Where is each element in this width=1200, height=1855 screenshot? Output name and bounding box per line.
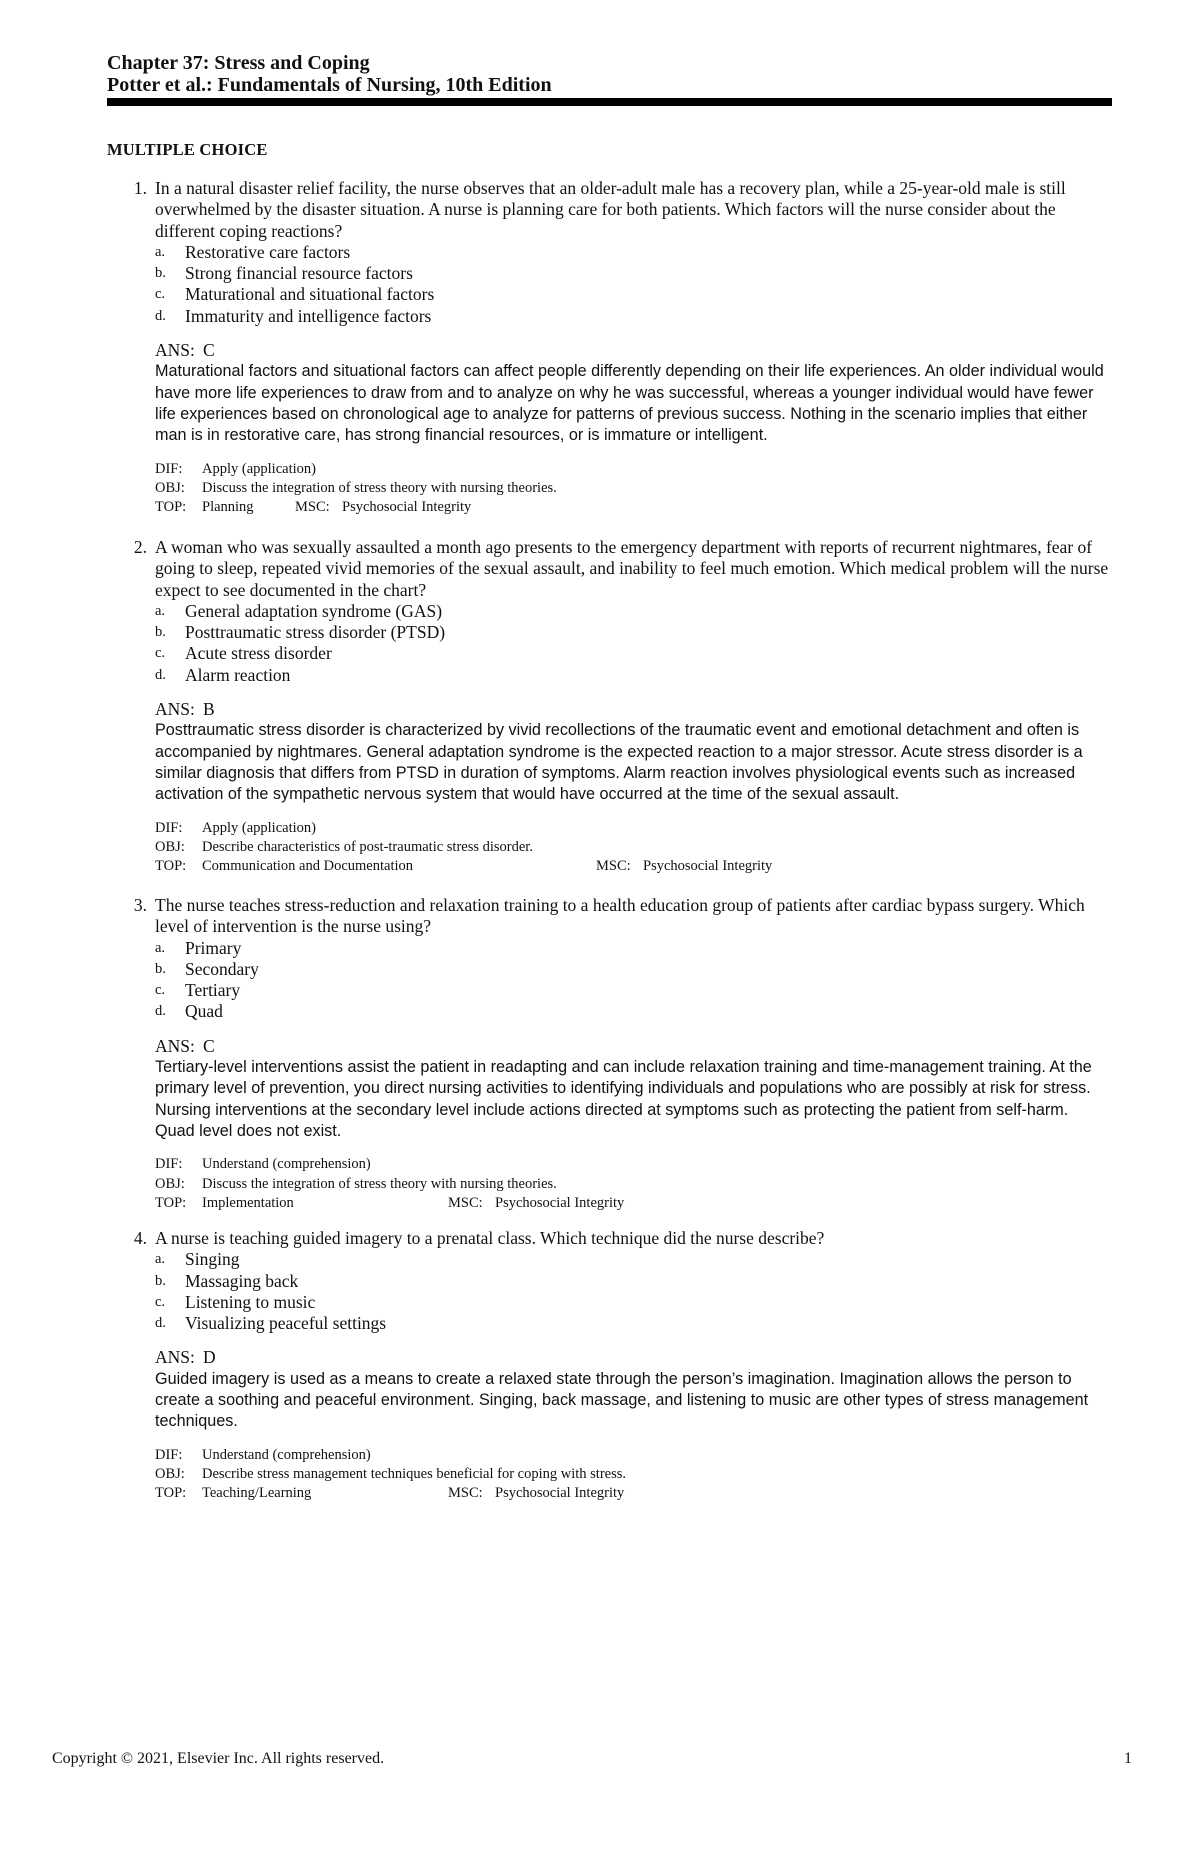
msc-value: Psychosocial Integrity (342, 499, 472, 516)
choice-text: Alarm reaction (185, 664, 291, 685)
answer-block (155, 1347, 1110, 1432)
answer-label: ANS: (155, 1035, 195, 1056)
choice-text: Secondary (185, 958, 259, 979)
question-2 (107, 537, 1112, 876)
choice-c (155, 284, 1112, 305)
metadata (155, 1155, 1112, 1213)
page-number: 1 (1124, 1750, 1132, 1767)
choice-text: Singing (185, 1249, 240, 1270)
question-stem: A woman who was sexually assaulted a month ago presents to the emergency department with reports of recurrent nightmares, fear of going to sleep, repeated vivid memories of the sexual assault, and inability to feel much emotion. Which medical problem will the nurse expect to see documented in the chart? (155, 537, 1109, 600)
answer-letter: C (203, 340, 215, 361)
choice-list (155, 242, 1112, 327)
choice-text: Visualizing peaceful settings (185, 1313, 387, 1334)
question-1 (107, 178, 1112, 517)
msc-label: MSC: (596, 858, 631, 875)
choice-list (155, 938, 1112, 1023)
choice-d (155, 665, 1112, 686)
msc-value: Psychosocial Integrity (643, 858, 773, 875)
answer-letter: C (203, 1035, 215, 1056)
book-title: Potter et al.: Fundamentals of Nursing, 10th Edition (107, 74, 552, 96)
rationale: Tertiary-level interventions assist the patient in readapting and can include relaxation training and time-management training. At the primary level of prevention, you direct nursing activities to identifying individuals and populations who are possibly at risk for stress. Nursing interventions at the secondary level include actions directed at symptoms such as protecting the patient from self-harm. Quad level does not exist. (155, 1058, 1092, 1140)
top-label: TOP: (155, 1194, 187, 1211)
choice-text: Acute stress disorder (185, 643, 332, 664)
choice-letter: a. (155, 939, 166, 956)
dif-label: DIF: (155, 460, 183, 477)
choice-letter: b. (155, 624, 166, 641)
choice-text: Maturational and situational factors (185, 284, 435, 305)
obj-value: Describe characteristics of post-traumatic stress disorder. (202, 838, 533, 855)
obj-value: Discuss the integration of stress theory with nursing theories. (202, 1175, 557, 1192)
header-rule (107, 98, 1112, 106)
question-number: 3. (133, 895, 147, 915)
choice-d (155, 1001, 1112, 1022)
choice-text: Tertiary (185, 980, 241, 1001)
question-stem: The nurse teaches stress-reduction and relaxation training to a health education group of patients after cardiac bypass surgery. Which level of intervention is the nurse using? (155, 895, 1085, 937)
question-4 (107, 1228, 1112, 1504)
choice-letter: d. (155, 666, 166, 683)
choice-b (155, 959, 1112, 980)
answer-letter: D (203, 1347, 216, 1368)
choice-letter: d. (155, 307, 166, 324)
choice-text: Immaturity and intelligence factors (185, 305, 432, 326)
choice-letter: c. (155, 286, 166, 303)
page-footer (52, 1750, 1132, 1768)
choice-letter: b. (155, 1272, 166, 1289)
metadata (155, 819, 1112, 877)
choice-letter: d. (155, 1315, 166, 1332)
choice-a (155, 938, 1112, 959)
dif-label: DIF: (155, 1156, 183, 1173)
dif-value: Understand (comprehension) (202, 1156, 371, 1173)
question-stem: In a natural disaster relief facility, the nurse observes that an older-adult male has a recovery plan, while a 25-year-old male is still overwhelmed by the disaster situation. A nurse is planning care for both patients. Which factors will the nurse consider about the different coping reactions? (155, 178, 1066, 241)
copyright-text: Copyright © 2021, Elsevier Inc. All rights reserved. (52, 1750, 385, 1767)
choice-letter: c. (155, 982, 166, 999)
obj-label: OBJ: (155, 1175, 185, 1192)
msc-label: MSC: (295, 499, 330, 516)
dif-label: DIF: (155, 1446, 183, 1463)
top-value: Communication and Documentation (202, 858, 414, 875)
choice-text: General adaptation syndrome (GAS) (185, 600, 443, 621)
msc-value: Psychosocial Integrity (495, 1485, 625, 1502)
choice-text: Restorative care factors (185, 241, 351, 262)
choice-text: Posttraumatic stress disorder (PTSD) (185, 622, 446, 643)
question-number: 1. (133, 178, 147, 198)
choice-a (155, 601, 1112, 622)
choice-letter: c. (155, 645, 166, 662)
answer-block (155, 699, 1110, 805)
top-label: TOP: (155, 499, 187, 516)
choice-c (155, 980, 1112, 1001)
choice-d (155, 1313, 1112, 1334)
choice-list (155, 601, 1112, 686)
obj-label: OBJ: (155, 1465, 185, 1482)
top-value: Planning (202, 499, 254, 516)
question-number: 2. (133, 537, 147, 557)
answer-label: ANS: (155, 1347, 195, 1368)
answer-letter: B (203, 699, 215, 720)
rationale: Maturational factors and situational factors can affect people differently depending on their life experiences. An older individual would have more life experiences to draw from and to analyze on why he was successful, whereas a younger individual would have fewer life experiences based on chronological age to analyze for patterns of previous success. Nothing in the scenario implies that either man is in restorative care, has strong financial resources, or is immature or intelligent. (155, 362, 1104, 445)
dif-value: Apply (application) (202, 819, 316, 836)
choice-text: Listening to music (185, 1291, 316, 1312)
top-value: Implementation (202, 1194, 294, 1211)
top-value: Teaching/Learning (202, 1485, 312, 1502)
obj-label: OBJ: (155, 479, 185, 496)
obj-value: Discuss the integration of stress theory with nursing theories. (202, 479, 557, 496)
page-header (107, 52, 1112, 106)
answer-block (155, 340, 1110, 446)
choice-list (155, 1249, 1112, 1334)
top-label: TOP: (155, 1485, 187, 1502)
choice-letter: a. (155, 1251, 166, 1268)
choice-a (155, 242, 1112, 263)
choice-text: Primary (185, 937, 242, 958)
choice-letter: a. (155, 602, 166, 619)
obj-value: Describe stress management techniques beneficial for coping with stress. (202, 1465, 626, 1482)
question-stem: A nurse is teaching guided imagery to a prenatal class. Which technique did the nurse describe? (155, 1228, 825, 1248)
choice-b (155, 622, 1112, 643)
choice-a (155, 1249, 1112, 1270)
choice-c (155, 1292, 1112, 1313)
choice-b (155, 263, 1112, 284)
choice-letter: b. (155, 960, 166, 977)
section-title: MULTIPLE CHOICE (107, 140, 268, 159)
choice-text: Strong financial resource factors (185, 263, 413, 284)
metadata (155, 1446, 1112, 1504)
dif-value: Understand (comprehension) (202, 1446, 371, 1463)
top-label: TOP: (155, 858, 187, 875)
choice-letter: d. (155, 1003, 166, 1020)
dif-label: DIF: (155, 819, 183, 836)
question-number: 4. (133, 1228, 147, 1248)
choice-letter: b. (155, 265, 166, 282)
answer-block (155, 1036, 1110, 1142)
msc-label: MSC: (448, 1485, 483, 1502)
metadata (155, 460, 1112, 518)
choice-d (155, 306, 1112, 327)
choice-b (155, 1271, 1112, 1292)
choice-letter: a. (155, 243, 166, 260)
choice-text: Quad (185, 1001, 223, 1022)
rationale: Guided imagery is used as a means to create a relaxed state through the person’s imagination. Imagination allows the person to create a soothing and peaceful environment. Singing, back massage, and listening to music are other types of stress management techniques. (155, 1369, 1089, 1431)
dif-value: Apply (application) (202, 460, 316, 477)
answer-label: ANS: (155, 699, 195, 720)
choice-letter: c. (155, 1293, 166, 1310)
choice-text: Massaging back (185, 1270, 299, 1291)
choice-c (155, 643, 1112, 664)
chapter-title: Chapter 37: Stress and Coping (107, 52, 370, 74)
msc-label: MSC: (448, 1194, 483, 1211)
answer-label: ANS: (155, 340, 195, 361)
rationale: Posttraumatic stress disorder is characterized by vivid recollections of the traumatic event and emotional detachment and often is accompanied by nightmares. General adaptation syndrome is the expected reaction to a major stressor. Acute stress disorder is a similar diagnosis that differs from PTSD in duration of symptoms. Alarm reaction involves physiological events such as increased activation of the sympathetic nervous system that would have occurred at the time of the sexual assault. (155, 721, 1083, 804)
question-3 (107, 895, 1112, 1213)
msc-value: Psychosocial Integrity (495, 1194, 625, 1211)
obj-label: OBJ: (155, 838, 185, 855)
